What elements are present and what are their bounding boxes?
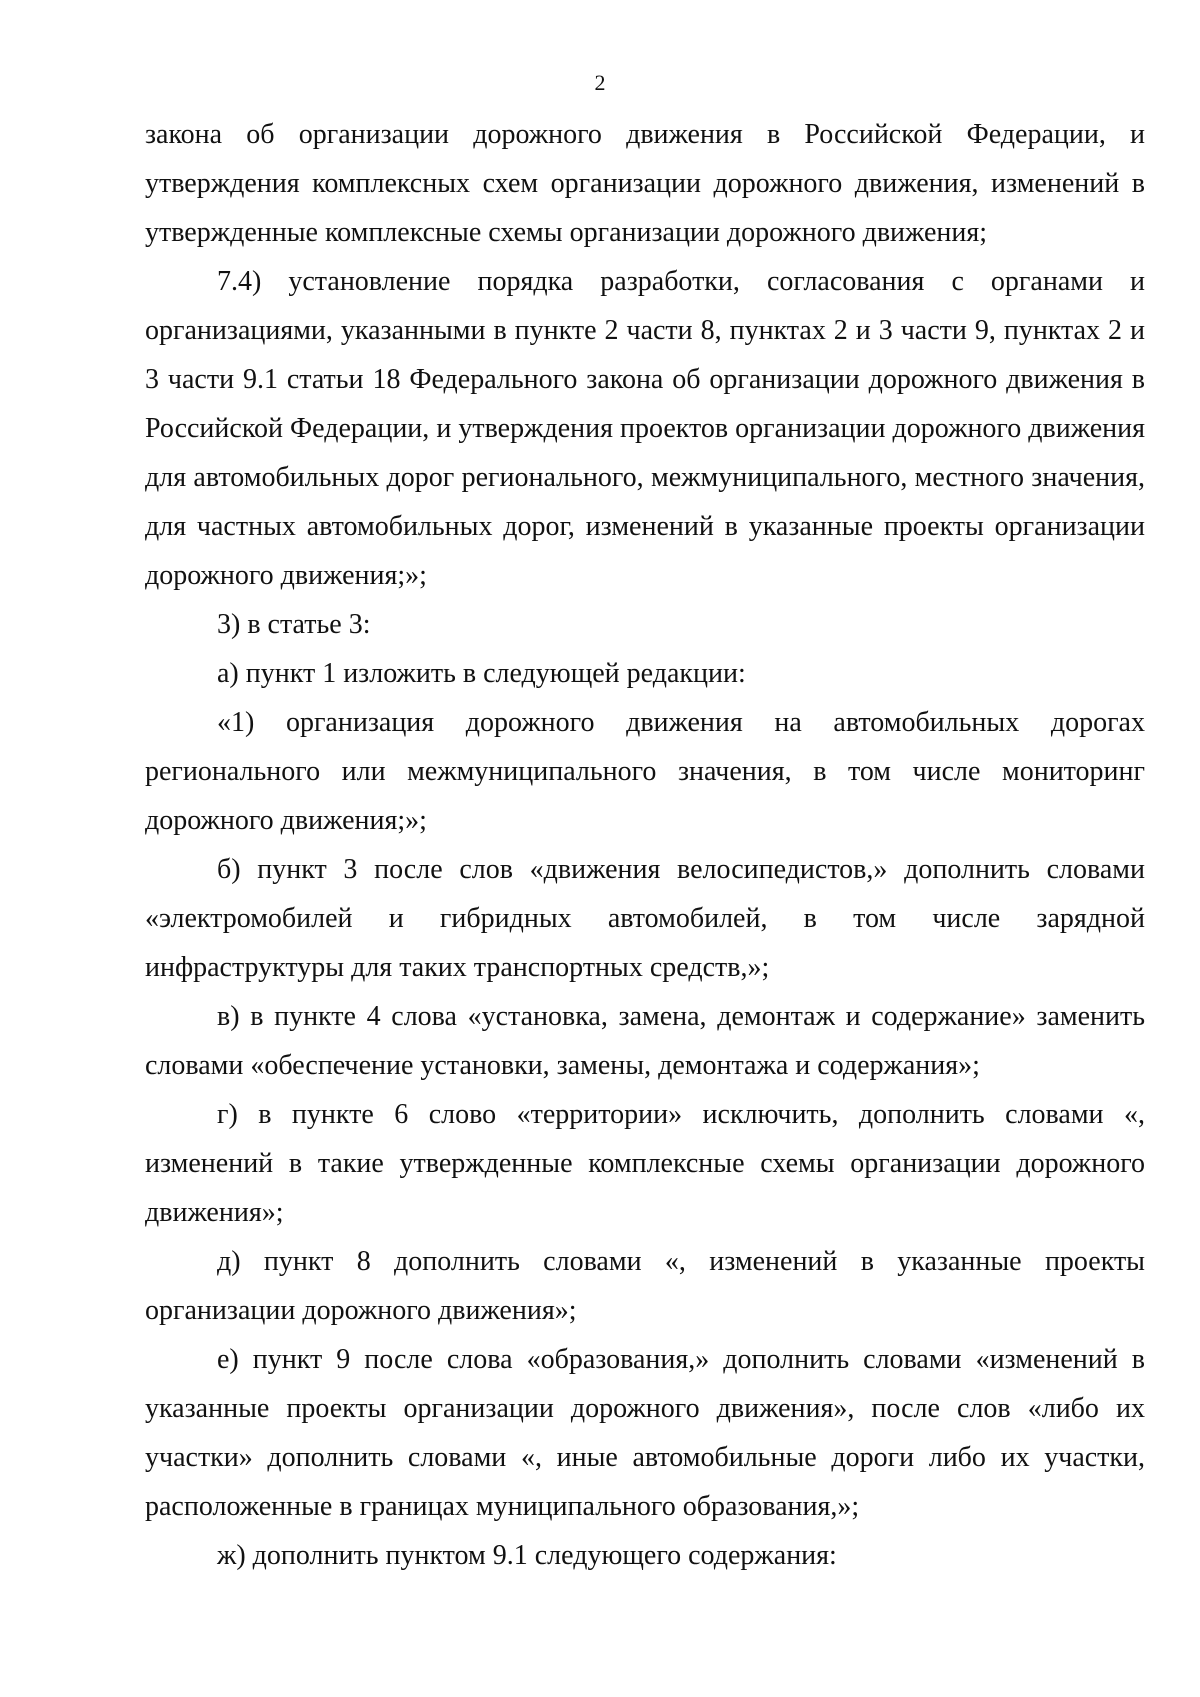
paragraph-subitem-a: а) пункт 1 изложить в следующей редакции: <box>217 658 746 689</box>
page-number: 2 <box>594 70 606 95</box>
paragraph-subitem-b: б) пункт 3 после слов «движения велосипедистов,» дополнить словами «электромобилей и гибридных автомобилей, в том числе зарядной инфраструктуры для таких транспортных средств,»; <box>145 854 1145 983</box>
paragraph-quote-1: «1) организация дорожного движения на автомобильных дорогах регионального или межмуниципального значения, в том числе мониторинг дорожного движения;»; <box>145 707 1145 836</box>
paragraph-subitem-g: г) в пункте 6 слово «территории» исключить, дополнить словами «, изменений в такие утвержденные комплексные схемы организации дорожного движения»; <box>145 1099 1145 1228</box>
paragraph-subitem-zh: ж) дополнить пунктом 9.1 следующего содержания: <box>217 1540 837 1571</box>
paragraph-subitem-d: д) пункт 8 дополнить словами «, изменений в указанные проекты организации дорожного движения»; <box>145 1246 1145 1326</box>
paragraph-item-7-4: 7.4) установление порядка разработки, согласования с органами и организациями, указанными в пункте 2 части 8, пунктах 2 и 3 части 9, пунктах 2 и 3 части 9.1 статьи 18 Федерального закона об организации дорожного движения в Российской Федерации, и утверждения проектов организации дорожного движения для автомобильных дорог регионального, межмуниципального, местного значения, для частных автомобильных дорог, изменений в указанные проекты организации дорожного движения;»; <box>145 266 1145 591</box>
paragraph-subitem-v: в) в пункте 4 слова «установка, замена, демонтаж и содержание» заменить словами «обеспечение установки, замены, демонтажа и содержания»; <box>145 1001 1145 1081</box>
paragraph-continuation: закона об организации дорожного движения в Российской Федерации, и утверждения комплексных схем организации дорожного движения, изменений в утвержденные комплексные схемы организации дорожного движения; <box>145 119 1145 248</box>
paragraph-item-3: 3) в статье 3: <box>217 609 371 640</box>
document-body <box>145 110 1145 1580</box>
paragraph-subitem-e: е) пункт 9 после слова «образования,» дополнить словами «изменений в указанные проекты организации дорожного движения», после слов «либо их участки» дополнить словами «, иные автомобильные дороги либо их участки, расположенные в границах муниципального образования,»; <box>145 1344 1145 1522</box>
